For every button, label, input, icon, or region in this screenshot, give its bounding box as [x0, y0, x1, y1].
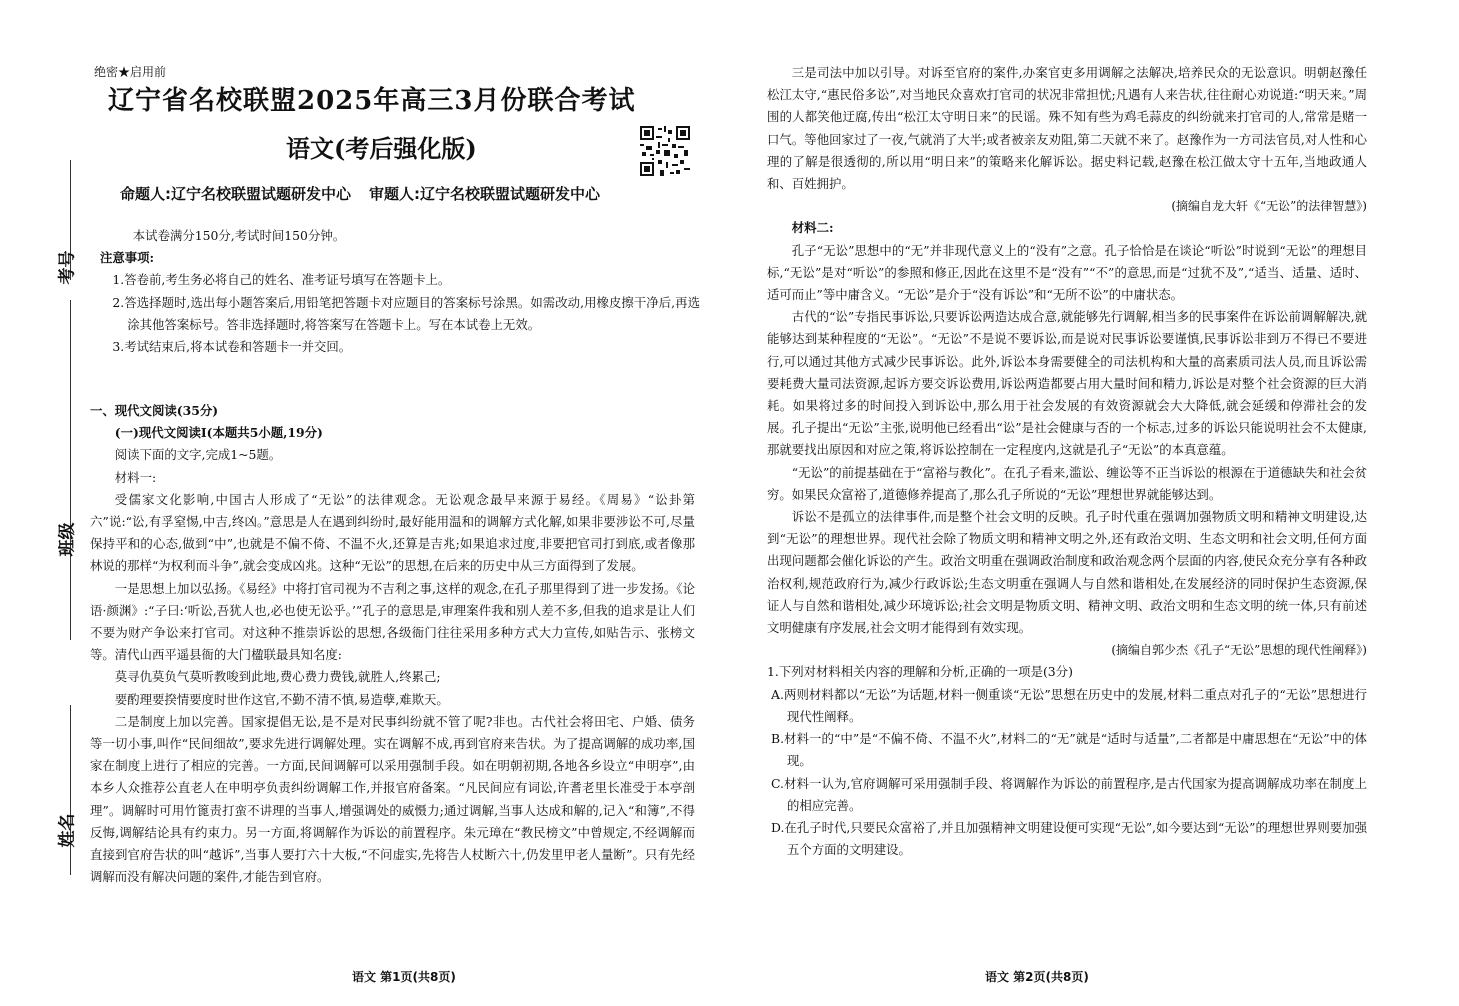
authors-line [120, 183, 600, 204]
exam-instructions [100, 225, 700, 358]
option-a: A.两则材料都以“无讼”为话题,材料一侧重谈“无讼”思想在历史中的发展,材料二重点对孔子的“无讼”思想进行现代性阐释。 [771, 686, 1367, 724]
reading-section-left [90, 400, 695, 888]
option-b: B.材料一的“中”是“不偏不倚、不温不火”,材料二的“无”就是“适时与适量”,二者都是中庸思想在“无讼”中的体现。 [771, 731, 1367, 769]
paragraph: 受儒家文化影响,中国古人形成了“无讼”的法律观念。无讼观念最早来源于易经。《周易》“讼卦第六”说:“讼,有孚窒惕,中吉,终凶。”意思是人在遇到纠纷时,最好能用温和的调解方式化解,如果非要涉讼不可,尽量保持平和的心态,做到“中”,也就是不偏不倚、不温不火,还算是吉兆;如果追求过度,非要把官司打到底,或者像那林说的那样“为权利而斗争”,就会变成凶兆。这种“无讼”的思想,在后来的历史中从三方面得到了发展。 [90, 491, 695, 574]
material-label: 材料二: [791, 220, 834, 236]
exam-subtitle: 语文(考后强化版) [286, 134, 477, 163]
paragraph: 诉讼不是孤立的法律事件,而是整个社会文明的反映。孔子时代重在强调加强物质文明和精神文明建设,达到“无讼”的理想世界。现代社会除了物质文明和精神文明之外,还有政治文明、生态文明和社会文明,任何方面出现问题都会催化诉讼的产生。政治文明重在强调政治制度和政治观念两个层面的内容,使民众充分享有各种政治权利,规范政府行为,减少行政诉讼;生态文明重在强调人与自然和谐相处,在发展经济的同时保护生态资源,保证人与自然和谐相处,减少环境诉讼;社会文明是物质文明、精神文明、政治文明和生态文明的统一体,只有前述文明健康有序发展,社会文明才能得到有效实现。 [767, 509, 1367, 636]
setter: 命题人:辽宁名校联盟试题研发中心 [120, 185, 352, 203]
source-citation: (摘编自龙大轩《“无讼”的法律智慧》) [1171, 199, 1367, 214]
paragraph: 三是司法中加以引导。对诉至官府的案件,办案官吏多用调解之法解决,培养民众的无讼意识。明朝赵豫任松江太守,“惠民俗多讼”,对当地民众喜欢打官司的状况非常担忧;凡遇有人来告状,往往耐心劝说道:“明天来。”周围的人都笑他迂腐,传出“松江太守明日来”的民谣。殊不知有些为鸡毛蒜皮的纠纷就来打官司的人,常常是赌一口气。等他回家过了一夜,气就消了大半;或者被亲友劝阻,第二天就不来了。赵豫作为一方司法官员,对人性和心理的了解是很透彻的,所以用“明日来”的策略来化解诉讼。据史料记载,赵豫在松江做太守十五年,当地政通人和、百姓拥护。 [767, 65, 1367, 192]
paragraph: 一是思想上加以弘扬。《易经》中将打官司视为不吉利之事,这样的观念,在孔子那里得到了进一步发扬。《论语·颜渊》:“子曰:‘听讼,吾犹人也,必也使无讼乎。’”孔子的意思是,审理案件我和别人差不多,但我的追求是让人们不要为财产争讼来打官司。对这种不推崇诉讼的思想,各级衙门往往采用多种方式大力宣传,如贴告示、张榜文等。清代山西平遥县衙的大门楹联最具知名度: [90, 580, 695, 663]
reading-instruction: 阅读下面的文字,完成1~5题。 [114, 447, 282, 463]
notice-heading: 注意事项: [100, 250, 155, 266]
notice-item: 2.答选择题时,选出每小题答案后,用铅笔把答题卡对应题目的答案标号涂黑。如需改动,用橡皮擦干净后,再选涂其他答案标号。答非选择题时,将答案写在答题卡上。写在本试卷上无效。 [112, 294, 700, 332]
notice-item: 1.答卷前,考生务必将自己的姓名、准考证号填写在答题卡上。 [112, 272, 451, 288]
paragraph: 孔子“无讼”思想中的“无”并非现代意义上的“没有”之意。孔子恰恰是在谈论“听讼”时说到“无讼”的理想目标,“无讼”是对“听讼”的参照和修正,因此在这里不是“没有”“不”的意思,而是“过犹不及”,“适当、适量、适时、适可而止”等中庸含义。“无讼”是介于“没有诉讼”和“无所不讼”的中庸状态。 [767, 242, 1367, 303]
notice-item: 3.考试结束后,将本试卷和答题卡一并交回。 [112, 339, 352, 355]
margin-line [70, 300, 71, 490]
paragraph: “无讼”的前提基础在于“富裕与教化”。在孔子看来,滥讼、缠讼等不正当诉讼的根源在于道德缺失和社会贫穷。如果民众富裕了,道德修养提高了,那么孔子所说的“无讼”理想世界就能够达到。 [767, 464, 1367, 502]
subsection-heading [90, 422, 695, 444]
question-1: 1.下列对材料相关内容的理解和分析,正确的一项是(3分) [767, 664, 1073, 680]
paragraph: 古代的“讼”专指民事诉讼,只要诉讼两造达成合意,就能够先行调解,相当多的民事案件在诉讼前调解解决,就能够达到某种程度的“无讼”。“无讼”不是说不要诉讼,而是说对民事诉讼要谨慎,民事诉讼非到万不得已不要进行,可以通过其他方式减少民事诉讼。此外,诉讼本身需要健全的司法机构和大量的高素质司法人员,而且诉讼需要耗费大量司法资源,起诉方要交诉讼费用,诉讼两造都要占用大量时间和精力,诉讼是对整个社会资源的巨大消耗。如果将过多的时间投入到诉讼中,那么用于社会发展的有效资源就会大大降低,就会延缓和停滞社会的发展。孔子提出“无讼”主张,说明他已经看出“讼”是社会健康与否的一个标志,过多的诉讼只能说明社会不太健康,那就要找出原因和对应之策,将诉讼控制在一定程度内,这就是孔子“无讼”的本真意蕴。 [767, 309, 1367, 458]
couplet-line: 要酌理要揆情要度时世作这官,不勤不清不慎,易造孽,难欺天。 [114, 691, 449, 707]
class-label: 班级 [57, 522, 78, 557]
exam-title: 辽宁省名校联盟2025年高三3月份联合考试 [108, 86, 636, 116]
section-heading: 一、现代文阅读(35分) [90, 403, 219, 418]
qr-code [640, 126, 690, 176]
paragraph: 二是制度上加以完善。国家提倡无讼,是不是对民事纠纷就不管了呢?非也。古代社会将田宅、户婚、债务等一切小事,叫作“民间细故”,要求先进行调解处理。实在调解不成,再到官府来告状。为了提高调解的成功率,国家在制度上进行了相应的完善。一方面,民间调解可以采用强制手段。如在明朝初期,各地各乡设立“申明亭”,由本乡人众推荐公直老人在申明亭负责纠纷调解工作,并报官府备案。“凡民间应有词讼,许耆老里长准受于本亭剖理”。调解时可用竹篦责打蛮不讲理的当事人,增强调处的威慑力;通过调解,当事人达成和解的,记入“和簿”,不得反悔,调解结论具有约束力。另一方面,将调解作为诉讼的前置程序。朱元璋在“教民榜文”中曾规定,不经调解而直接到官府告状的叫“越诉”,当事人要打六十大板,“不问虚实,先将告人杖断六十,仍发里甲老人量断”。只有先经调解而没有解决问题的案件,才能告到官府。 [90, 713, 695, 885]
reading-section-right [767, 62, 1367, 861]
name-label: 姓名 [57, 813, 78, 848]
confidential-mark: 绝密★启用前 [94, 65, 167, 79]
page-footer-right: 语文 第2页(共8页) [985, 970, 1089, 984]
source-citation: (摘编自郭少杰《孔子“无讼”思想的现代性阐释》) [1111, 643, 1367, 658]
reviewer: 审题人:辽宁名校联盟试题研发中心 [369, 185, 601, 203]
name-line [70, 705, 71, 875]
page-footer-left: 语文 第1页(共8页) [352, 970, 456, 984]
material-label: 材料一: [114, 469, 157, 485]
option-c: C.材料一认为,官府调解可采用强制手段、将调解作为诉讼的前置程序,是古代国家为提高调解成功率在制度上的相应完善。 [771, 775, 1367, 813]
subsection-title: (一)现代文阅读Ⅰ(本题共5小题,19分) [114, 425, 323, 441]
exam-intro: 本试卷满分150分,考试时间150分钟。 [132, 228, 346, 243]
couplet-line: 莫寻仇莫负气莫听教唆到此地,费心费力费钱,就胜人,终累己; [114, 669, 441, 685]
option-d: D.在孔子时代,只要民众富裕了,并且加强精神文明建设便可实现“无讼”,如今要达到“无讼”的理想世界则要加强五个方面的文明建设。 [771, 819, 1367, 858]
exam-no-label: 考号 [57, 250, 78, 285]
